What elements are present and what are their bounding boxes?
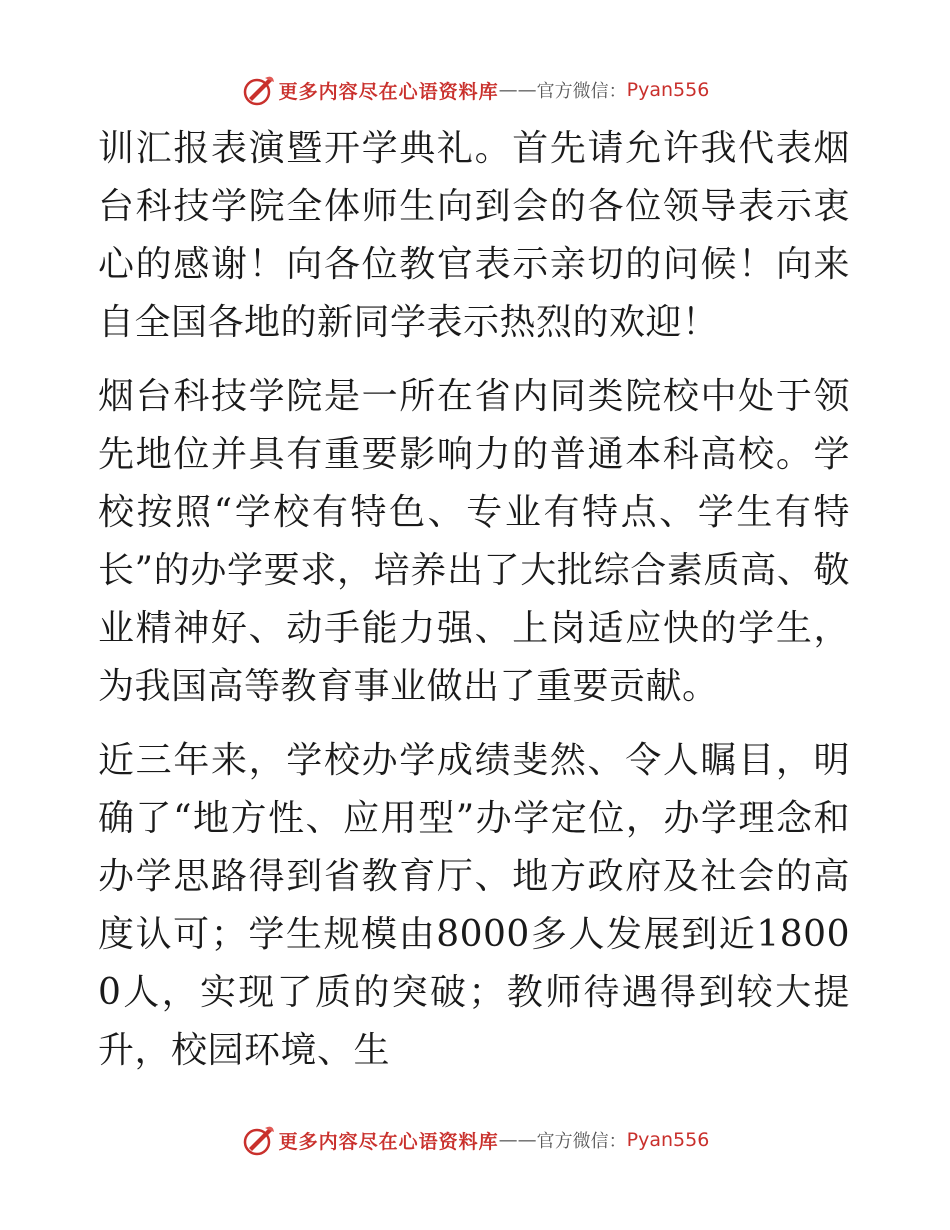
header-banner — [0, 70, 950, 110]
quill-pen-logo-icon — [241, 72, 277, 108]
banner-title: 更多内容尽在心语资料库 — [278, 1130, 499, 1153]
banner-wechat-id: Pyan556 — [626, 1129, 710, 1151]
paragraph-3: 近三年来，学校办学成绩斐然、令人瞩目，明确了“地方性、应用型”办学定位，办学理念和办学思路得到省教育厅、地方政府及社会的高度认可；学生规模由8000多人发展到近18000人，实现了质的突破；教师待遇得到较大提升，校园环境、生 — [98, 740, 850, 1071]
banner-title: 更多内容尽在心语资料库 — [278, 80, 499, 103]
banner-wechat-label: 官方微信： — [536, 1131, 627, 1152]
banner-wechat-id: Pyan556 — [626, 79, 710, 101]
paragraph-1: 训汇报表演暨开学典礼。首先请允许我代表烟台科技学院全体师生向到会的各位领导表示衷心的感谢！向各位教官表示亲切的问候！向来自全国各地的新同学表示热烈的欢迎！ — [98, 128, 850, 343]
paragraph-2: 烟台科技学院是一所在省内同类院校中处于领先地位并具有重要影响力的普通本科高校。学校按照“学校有特色、专业有特点、学生有特长”的办学要求，培养出了大批综合素质高、敬业精神好、动手能力强、上岗适应快的学生，为我国高等教育事业做出了重要贡献。 — [98, 376, 850, 707]
banner-wechat-label: 官方微信： — [536, 81, 627, 102]
quill-pen-logo-icon — [241, 1122, 277, 1158]
footer-banner — [0, 1120, 950, 1160]
document-body — [98, 120, 850, 1096]
banner-dash: —— — [498, 1129, 537, 1151]
banner-dash: —— — [498, 79, 537, 101]
